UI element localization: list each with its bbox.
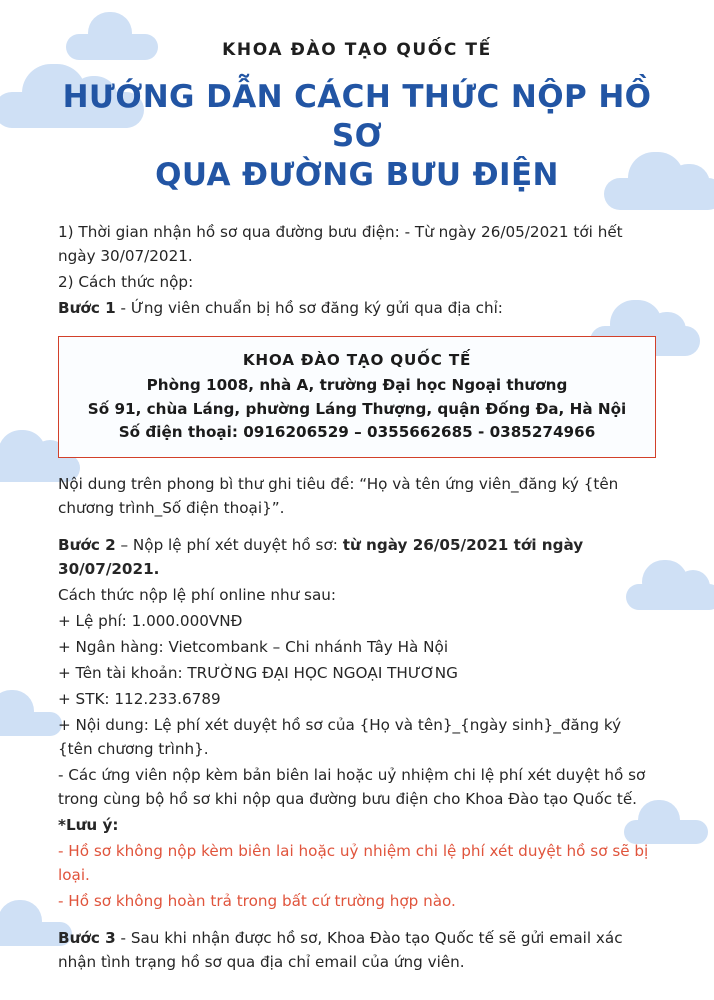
page-title-line-1: HƯỚNG DẪN CÁCH THỨC NỘP HỒ SƠ xyxy=(62,79,652,154)
step-1-line xyxy=(58,296,656,320)
notice-label: *Lưu ý: xyxy=(58,815,119,834)
faculty-kicker: KHOA ĐÀO TẠO QUỐC TẾ xyxy=(222,40,492,60)
fee-item: + Ngân hàng: Vietcombank – Chi nhánh Tây Hà Nội xyxy=(58,637,449,656)
notice-section xyxy=(58,813,656,913)
intro-section xyxy=(58,220,656,320)
step-2-line xyxy=(58,533,656,581)
address-street: Số 91, chùa Láng, phường Láng Thượng, quận Đống Đa, Hà Nội xyxy=(87,399,627,418)
envelope-note-section xyxy=(58,472,656,520)
address-phone: Số điện thoại: 0916206529 – 0355662685 - 0385274966 xyxy=(118,422,596,441)
fee-item: + Lệ phí: 1.000.000VNĐ xyxy=(58,611,243,630)
notice-item: - Hồ sơ không hoàn trả trong bất cứ trường hợp nào. xyxy=(58,891,456,910)
step-3-text: - Sau khi nhận được hồ sơ, Khoa Đào tạo Quốc tế sẽ gửi email xác nhận tình trạng hồ sơ qua địa chỉ email của ứng viên. xyxy=(58,928,623,971)
method-line: 2) Cách thức nộp: xyxy=(58,273,194,292)
step-3-line xyxy=(58,926,656,974)
fee-item: + Tên tài khoản: TRƯỜNG ĐẠI HỌC NGOẠI THƯƠNG xyxy=(58,663,458,682)
step-2-text: – Nộp lệ phí xét duyệt hồ sơ: xyxy=(115,535,343,554)
address-box xyxy=(58,336,656,457)
step-2-label: Bước 2 xyxy=(58,535,116,554)
address-room: Phòng 1008, nhà A, trường Đại học Ngoại thương xyxy=(146,376,568,395)
step-3-label: Bước 3 xyxy=(58,928,116,947)
fee-item: + STK: 112.233.6789 xyxy=(58,689,221,708)
step-2-date: từ ngày 26/05/2021 tới ngày 30/07/2021. xyxy=(58,535,584,578)
page-title-line-2: QUA ĐƯỜNG BƯU ĐIỆN xyxy=(155,156,559,193)
timeline-line: 1) Thời gian nhận hồ sơ qua đường bưu điện: - Từ ngày 26/05/2021 tới hết ngày 30/07/2021. xyxy=(58,223,623,266)
step-2-section xyxy=(58,533,656,811)
address-org: KHOA ĐÀO TẠO QUỐC TẾ xyxy=(242,351,472,370)
fee-item: + Nội dung: Lệ phí xét duyệt hồ sơ của {Họ và tên}_{ngày sinh}_đăng ký {tên chương trình}. xyxy=(58,715,622,758)
receipt-paragraph: - Các ứng viên nộp kèm bản biên lai hoặc uỷ nhiệm chi lệ phí xét duyệt hồ sơ trong cùng bộ hồ sơ khi nộp qua đường bưu điện cho Khoa Đào tạo Quốc tế. xyxy=(58,765,646,808)
envelope-note: Nội dung trên phong bì thư ghi tiêu đề: “Họ và tên ứng viên_đăng ký {tên chương trình_Số điện thoại}”. xyxy=(58,474,619,517)
step-1-text: - Ứng viên chuẩn bị hồ sơ đăng ký gửi qua địa chỉ: xyxy=(115,299,503,318)
fee-intro: Cách thức nộp lệ phí online như sau: xyxy=(58,585,337,604)
step-3-section xyxy=(58,926,656,974)
page-title xyxy=(58,78,656,194)
notice-item: - Hồ sơ không nộp kèm biên lai hoặc uỷ nhiệm chi lệ phí xét duyệt hồ sơ sẽ bị loại. xyxy=(58,841,649,884)
step-1-label: Bước 1 xyxy=(58,299,116,318)
